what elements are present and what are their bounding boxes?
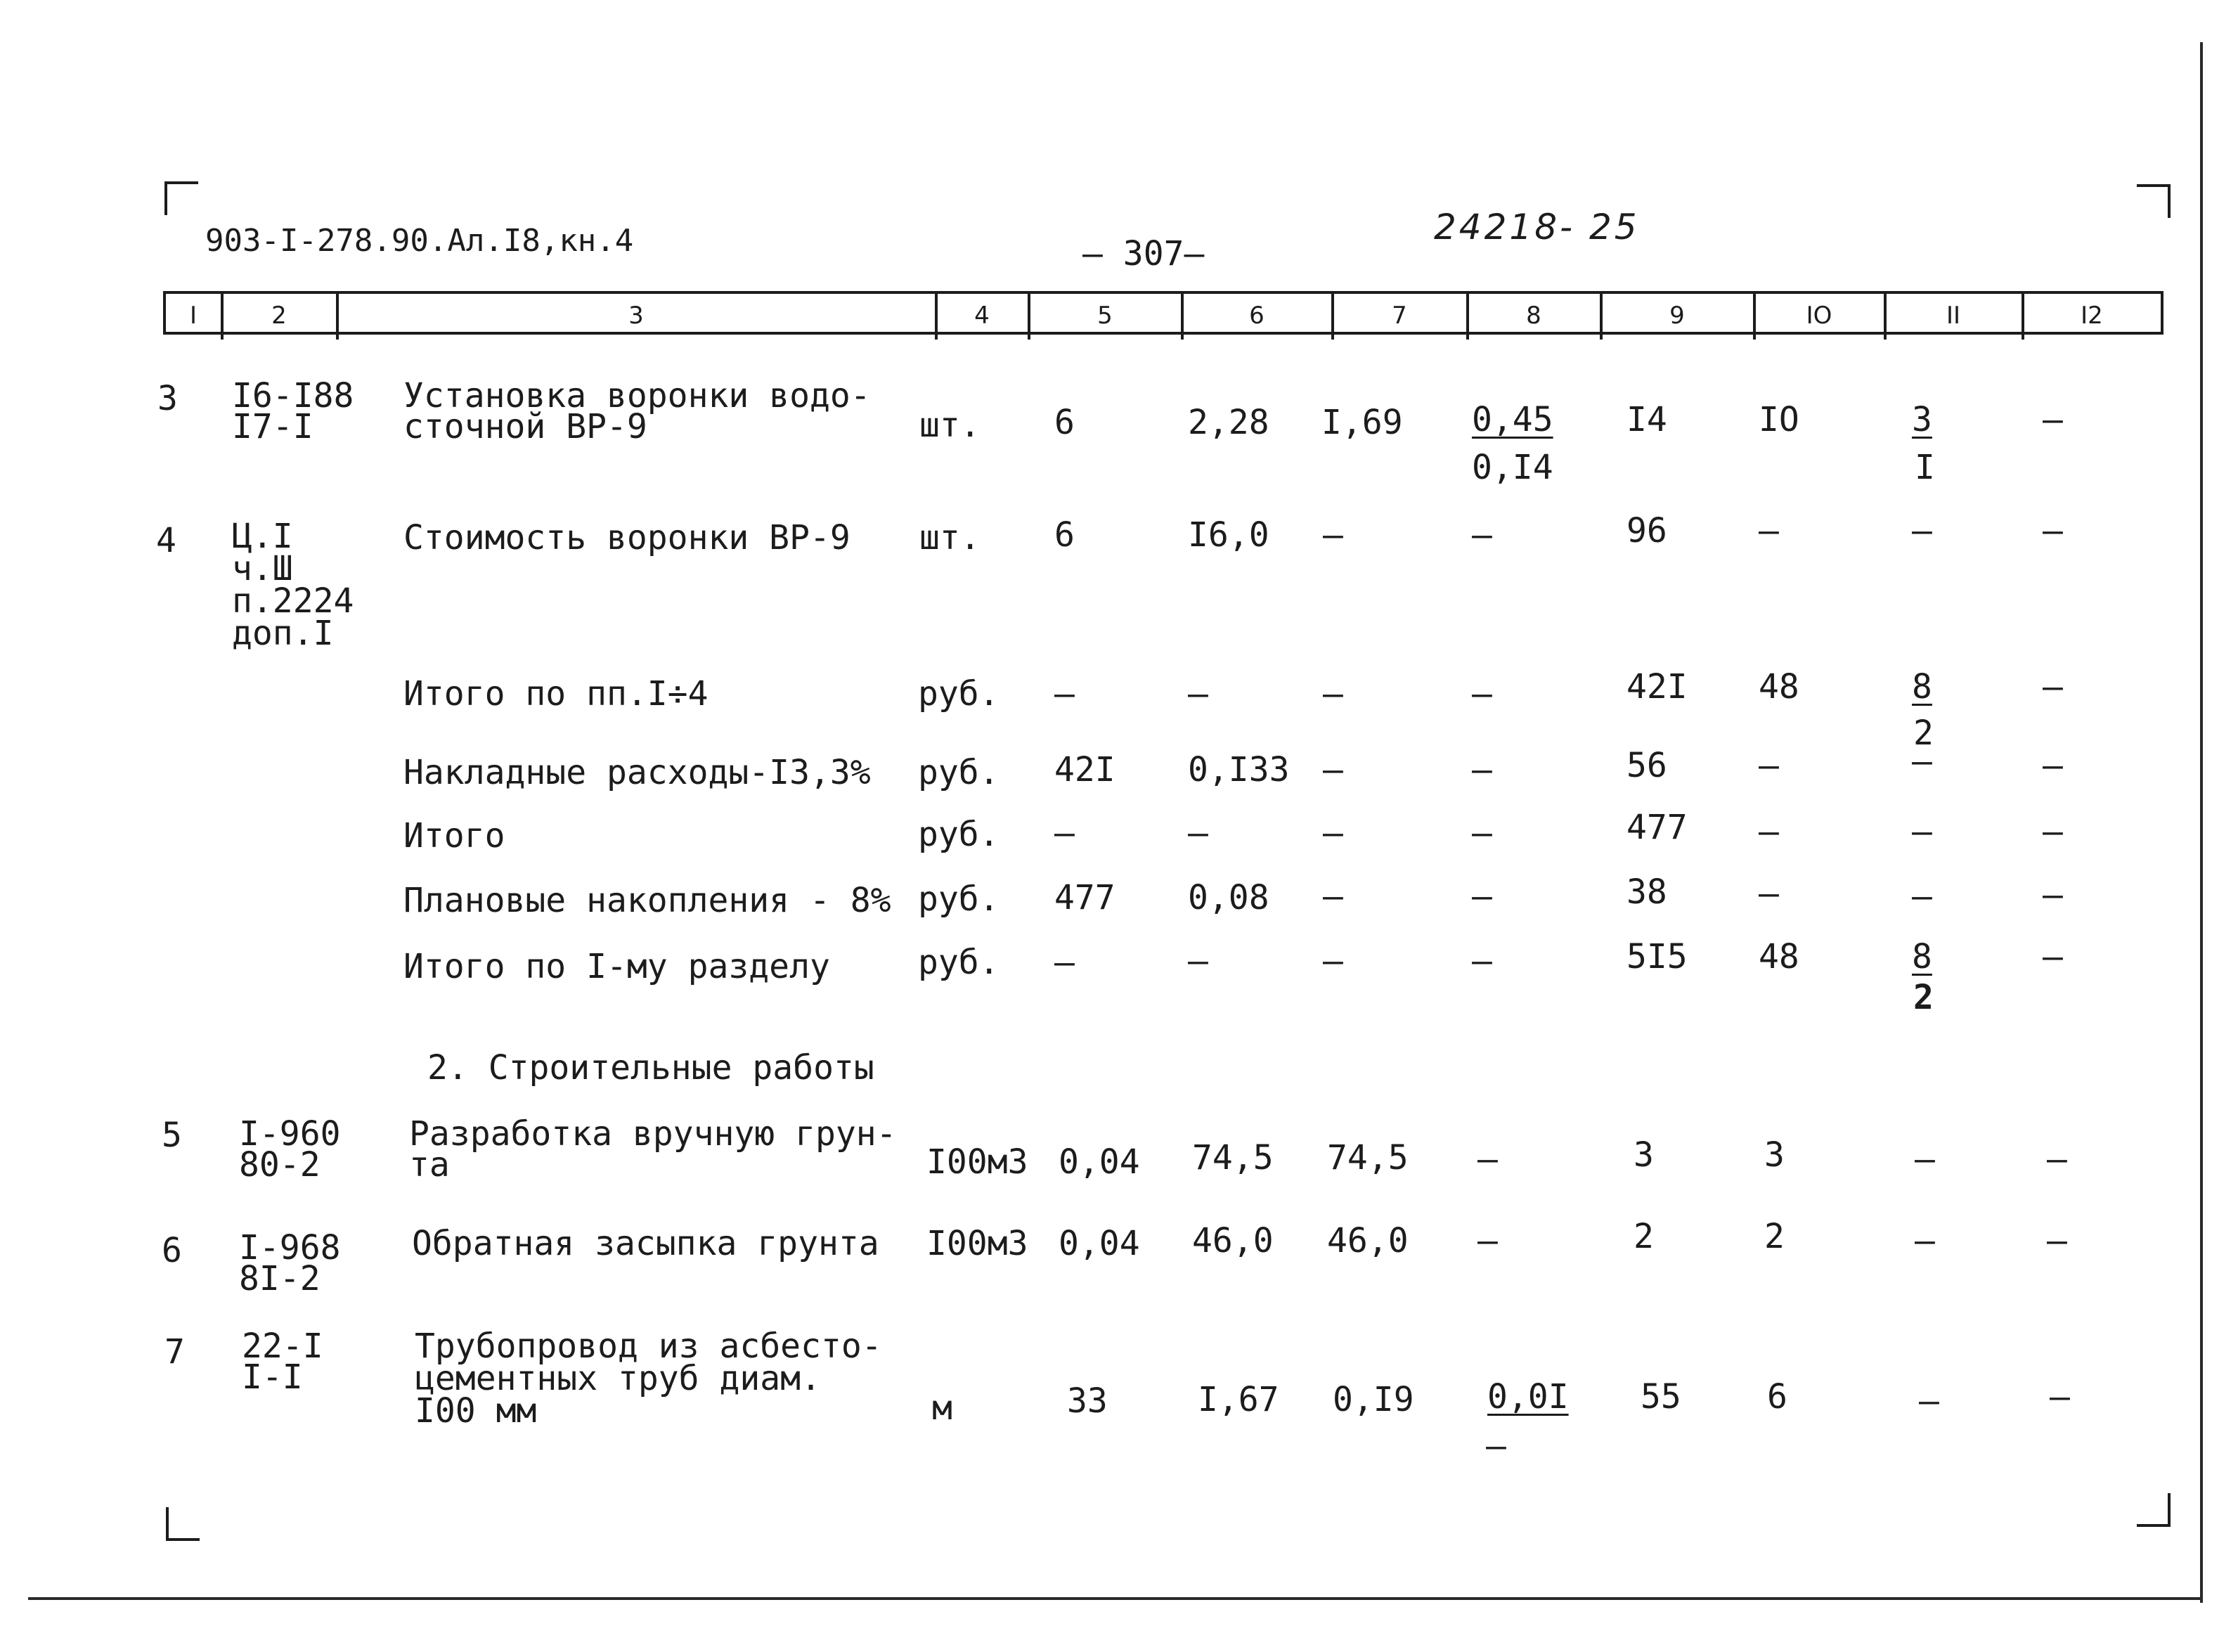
totals-c12: – — [2043, 812, 2063, 851]
totals-c6: 0,I33 — [1188, 750, 1290, 789]
totals-c10: – — [1759, 874, 1779, 913]
totals-c11: – — [1912, 877, 1932, 916]
totals-c7: – — [1323, 750, 1343, 789]
row-unit-cost: 46,0 — [1192, 1221, 1274, 1260]
row-machine-cost-bottom: 0,I4 — [1472, 448, 1553, 487]
row-unit-cost: I,67 — [1198, 1380, 1279, 1419]
row-code-line: I-968 — [239, 1228, 341, 1267]
column-number: 2 — [271, 302, 287, 330]
row-col12: – — [2047, 1221, 2067, 1260]
row-wage-cost: 0,I9 — [1333, 1380, 1414, 1419]
totals-c9: 56 — [1626, 746, 1667, 785]
row-number: 5 — [162, 1116, 182, 1155]
totals-c12: – — [2043, 937, 2063, 976]
row-quantity: 0,04 — [1059, 1142, 1140, 1182]
row-code-line: 8I-2 — [239, 1259, 321, 1298]
row-description-line: сточной ВР-9 — [403, 407, 647, 446]
row-total-cost: 2 — [1634, 1217, 1654, 1256]
row-wage-cost: – — [1323, 515, 1343, 555]
row-machine-cost-bottom: – — [1486, 1426, 1506, 1466]
totals-unit: руб. — [918, 674, 1000, 714]
row-total-wages: 3 — [1764, 1135, 1785, 1175]
column-number: 7 — [1392, 302, 1407, 330]
handwritten-note: 24218- 25 — [1434, 207, 1640, 247]
totals-c8: – — [1472, 877, 1492, 916]
row-unit: I00м3 — [926, 1224, 1028, 1263]
row-code-line: 22-I — [242, 1327, 323, 1366]
totals-c7: – — [1323, 674, 1343, 714]
row-description-line: та — [409, 1145, 450, 1185]
row-number: 6 — [162, 1231, 182, 1270]
corner-mark-bottom-left — [166, 1507, 200, 1541]
totals-c9: 38 — [1626, 872, 1667, 912]
row-col12: – — [2043, 400, 2063, 439]
row-code-line: Ц.I — [232, 517, 293, 556]
totals-label: Итого по I-му разделу — [403, 947, 830, 986]
corner-mark-top-left — [164, 181, 198, 215]
totals-c9: 42I — [1626, 667, 1688, 706]
row-total-cost: 96 — [1626, 511, 1667, 550]
row-quantity: 6 — [1054, 515, 1075, 555]
column-number: 6 — [1249, 302, 1264, 330]
row-machine-cost-top: 0,0I — [1487, 1377, 1569, 1417]
page-number: — 307— — [1082, 234, 1205, 273]
row-machines-top: 3 — [1912, 400, 1932, 439]
column-number: 5 — [1097, 302, 1113, 330]
totals-c5: – — [1054, 943, 1075, 982]
row-total-cost: 55 — [1641, 1377, 1681, 1417]
row-description-line: I00 мм — [415, 1391, 537, 1431]
totals-unit: руб. — [918, 943, 1000, 982]
totals-c6: – — [1188, 941, 1208, 981]
row-machines: – — [1919, 1381, 1939, 1421]
row-description-line: Разработка вручную грун- — [409, 1114, 897, 1154]
totals-c5: – — [1054, 674, 1075, 714]
totals-unit: руб. — [918, 879, 1000, 919]
row-code-line: п.2224 — [232, 581, 354, 621]
totals-label: Плановые накопления - 8% — [403, 881, 891, 920]
totals-c8: – — [1472, 674, 1492, 714]
column-number: I2 — [2081, 302, 2103, 330]
row-wage-cost: 46,0 — [1327, 1221, 1409, 1260]
column-number: 3 — [628, 302, 644, 330]
row-description-line: Установка воронки водо- — [403, 376, 871, 415]
totals-c11-bottom: 2 — [1913, 978, 1934, 1017]
row-code-line: I6-I88 — [232, 376, 354, 415]
row-total-wages: 6 — [1767, 1377, 1787, 1417]
row-col12: – — [2047, 1140, 2067, 1179]
row-code-line: I7-I — [232, 407, 313, 446]
row-unit: I00м3 — [926, 1142, 1028, 1182]
totals-c9: 477 — [1626, 808, 1688, 847]
row-total-wages: 2 — [1764, 1217, 1785, 1256]
row-machine-cost: – — [1477, 1221, 1498, 1260]
row-machines: – — [1915, 1221, 1935, 1260]
corner-mark-bottom-right — [2137, 1493, 2171, 1527]
totals-c7: – — [1323, 941, 1343, 981]
column-number: IO — [1806, 302, 1832, 330]
totals-label: Итого — [403, 816, 505, 856]
totals-c11: – — [1912, 742, 1932, 781]
totals-c8: – — [1472, 750, 1492, 789]
totals-c11-top: 8 — [1912, 667, 1932, 706]
totals-c9: 5I5 — [1626, 937, 1688, 976]
row-machine-cost: – — [1477, 1140, 1498, 1179]
row-quantity: 33 — [1067, 1381, 1108, 1421]
totals-label: Накладные расходы-I3,3% — [403, 753, 871, 792]
totals-unit: руб. — [918, 753, 1000, 792]
totals-c12: – — [2043, 667, 2063, 706]
column-number: 9 — [1669, 302, 1685, 330]
row-unit: шт. — [919, 406, 981, 445]
totals-c6: – — [1188, 674, 1208, 714]
row-total-wages: – — [1759, 511, 1779, 550]
row-machine-cost-top: 0,45 — [1472, 400, 1553, 439]
row-machine-cost: – — [1472, 515, 1492, 555]
totals-unit: руб. — [918, 815, 1000, 854]
totals-c11-top: 8 — [1912, 937, 1932, 976]
column-number: I — [189, 302, 198, 330]
row-total-cost: I4 — [1626, 400, 1667, 439]
totals-c10: 48 — [1759, 667, 1799, 706]
totals-c11-bottom: 2 — [1913, 714, 1934, 753]
row-code-line: ч.Ш — [232, 549, 293, 588]
column-number: 8 — [1526, 302, 1541, 330]
row-number: 7 — [164, 1332, 185, 1372]
totals-c8: – — [1472, 813, 1492, 853]
row-code-line: 80-2 — [239, 1145, 321, 1185]
column-header-strip — [163, 291, 2163, 335]
page-edge-right — [2200, 42, 2203, 1603]
row-total-cost: 3 — [1634, 1135, 1654, 1175]
totals-c7: – — [1323, 877, 1343, 916]
row-description-line: Трубопровод из асбесто- — [415, 1327, 882, 1366]
totals-c12: – — [2043, 875, 2063, 915]
totals-c10: 48 — [1759, 937, 1799, 976]
section-title: 2. Строительные работы — [427, 1048, 874, 1088]
totals-c7: – — [1323, 813, 1343, 853]
totals-c5: 42I — [1054, 750, 1115, 789]
row-quantity: 0,04 — [1059, 1224, 1140, 1263]
row-code-line: I-I — [242, 1357, 303, 1397]
row-unit-cost: 2,28 — [1188, 403, 1269, 442]
row-machines: – — [1915, 1140, 1935, 1179]
row-machines-bottom: I — [1915, 448, 1935, 487]
totals-c6: 0,08 — [1188, 878, 1269, 917]
totals-c5: – — [1054, 813, 1075, 853]
totals-c5: 477 — [1054, 878, 1115, 917]
totals-c8: – — [1472, 941, 1492, 981]
totals-c11: – — [1912, 812, 1932, 851]
row-machines: – — [1912, 511, 1932, 550]
row-wage-cost: I,69 — [1321, 403, 1403, 442]
column-number: II — [1946, 302, 1961, 330]
totals-c10: – — [1759, 812, 1779, 851]
totals-c12: – — [2043, 746, 2063, 785]
row-number: 4 — [156, 521, 176, 560]
row-description-line: цементных труб диам. — [415, 1359, 821, 1398]
row-number: 3 — [157, 379, 178, 418]
totals-label: Итого по пп.I÷4 — [403, 674, 709, 714]
column-number: 4 — [974, 302, 990, 330]
row-total-wages: IO — [1759, 400, 1799, 439]
row-unit: м — [932, 1388, 952, 1428]
document-code: 903-I-278.90.Ал.I8,кн.4 — [205, 223, 634, 259]
row-description-line: Обратная засыпка грунта — [412, 1224, 879, 1263]
row-code-line: I-960 — [239, 1114, 341, 1154]
row-description-line: Стоимость воронки ВР-9 — [403, 518, 850, 557]
row-wage-cost: 74,5 — [1327, 1138, 1409, 1177]
row-code-line: доп.I — [232, 614, 334, 653]
row-col12: – — [2043, 511, 2063, 550]
corner-mark-top-right — [2137, 184, 2171, 218]
totals-c6: – — [1188, 813, 1208, 853]
row-unit-cost: I6,0 — [1188, 515, 1269, 555]
row-quantity: 6 — [1054, 403, 1075, 442]
row-col12: – — [2050, 1377, 2070, 1417]
totals-c10: – — [1759, 746, 1779, 785]
page-edge-bottom — [28, 1597, 2200, 1600]
row-unit: шт. — [919, 518, 981, 557]
row-unit-cost: 74,5 — [1192, 1138, 1274, 1177]
